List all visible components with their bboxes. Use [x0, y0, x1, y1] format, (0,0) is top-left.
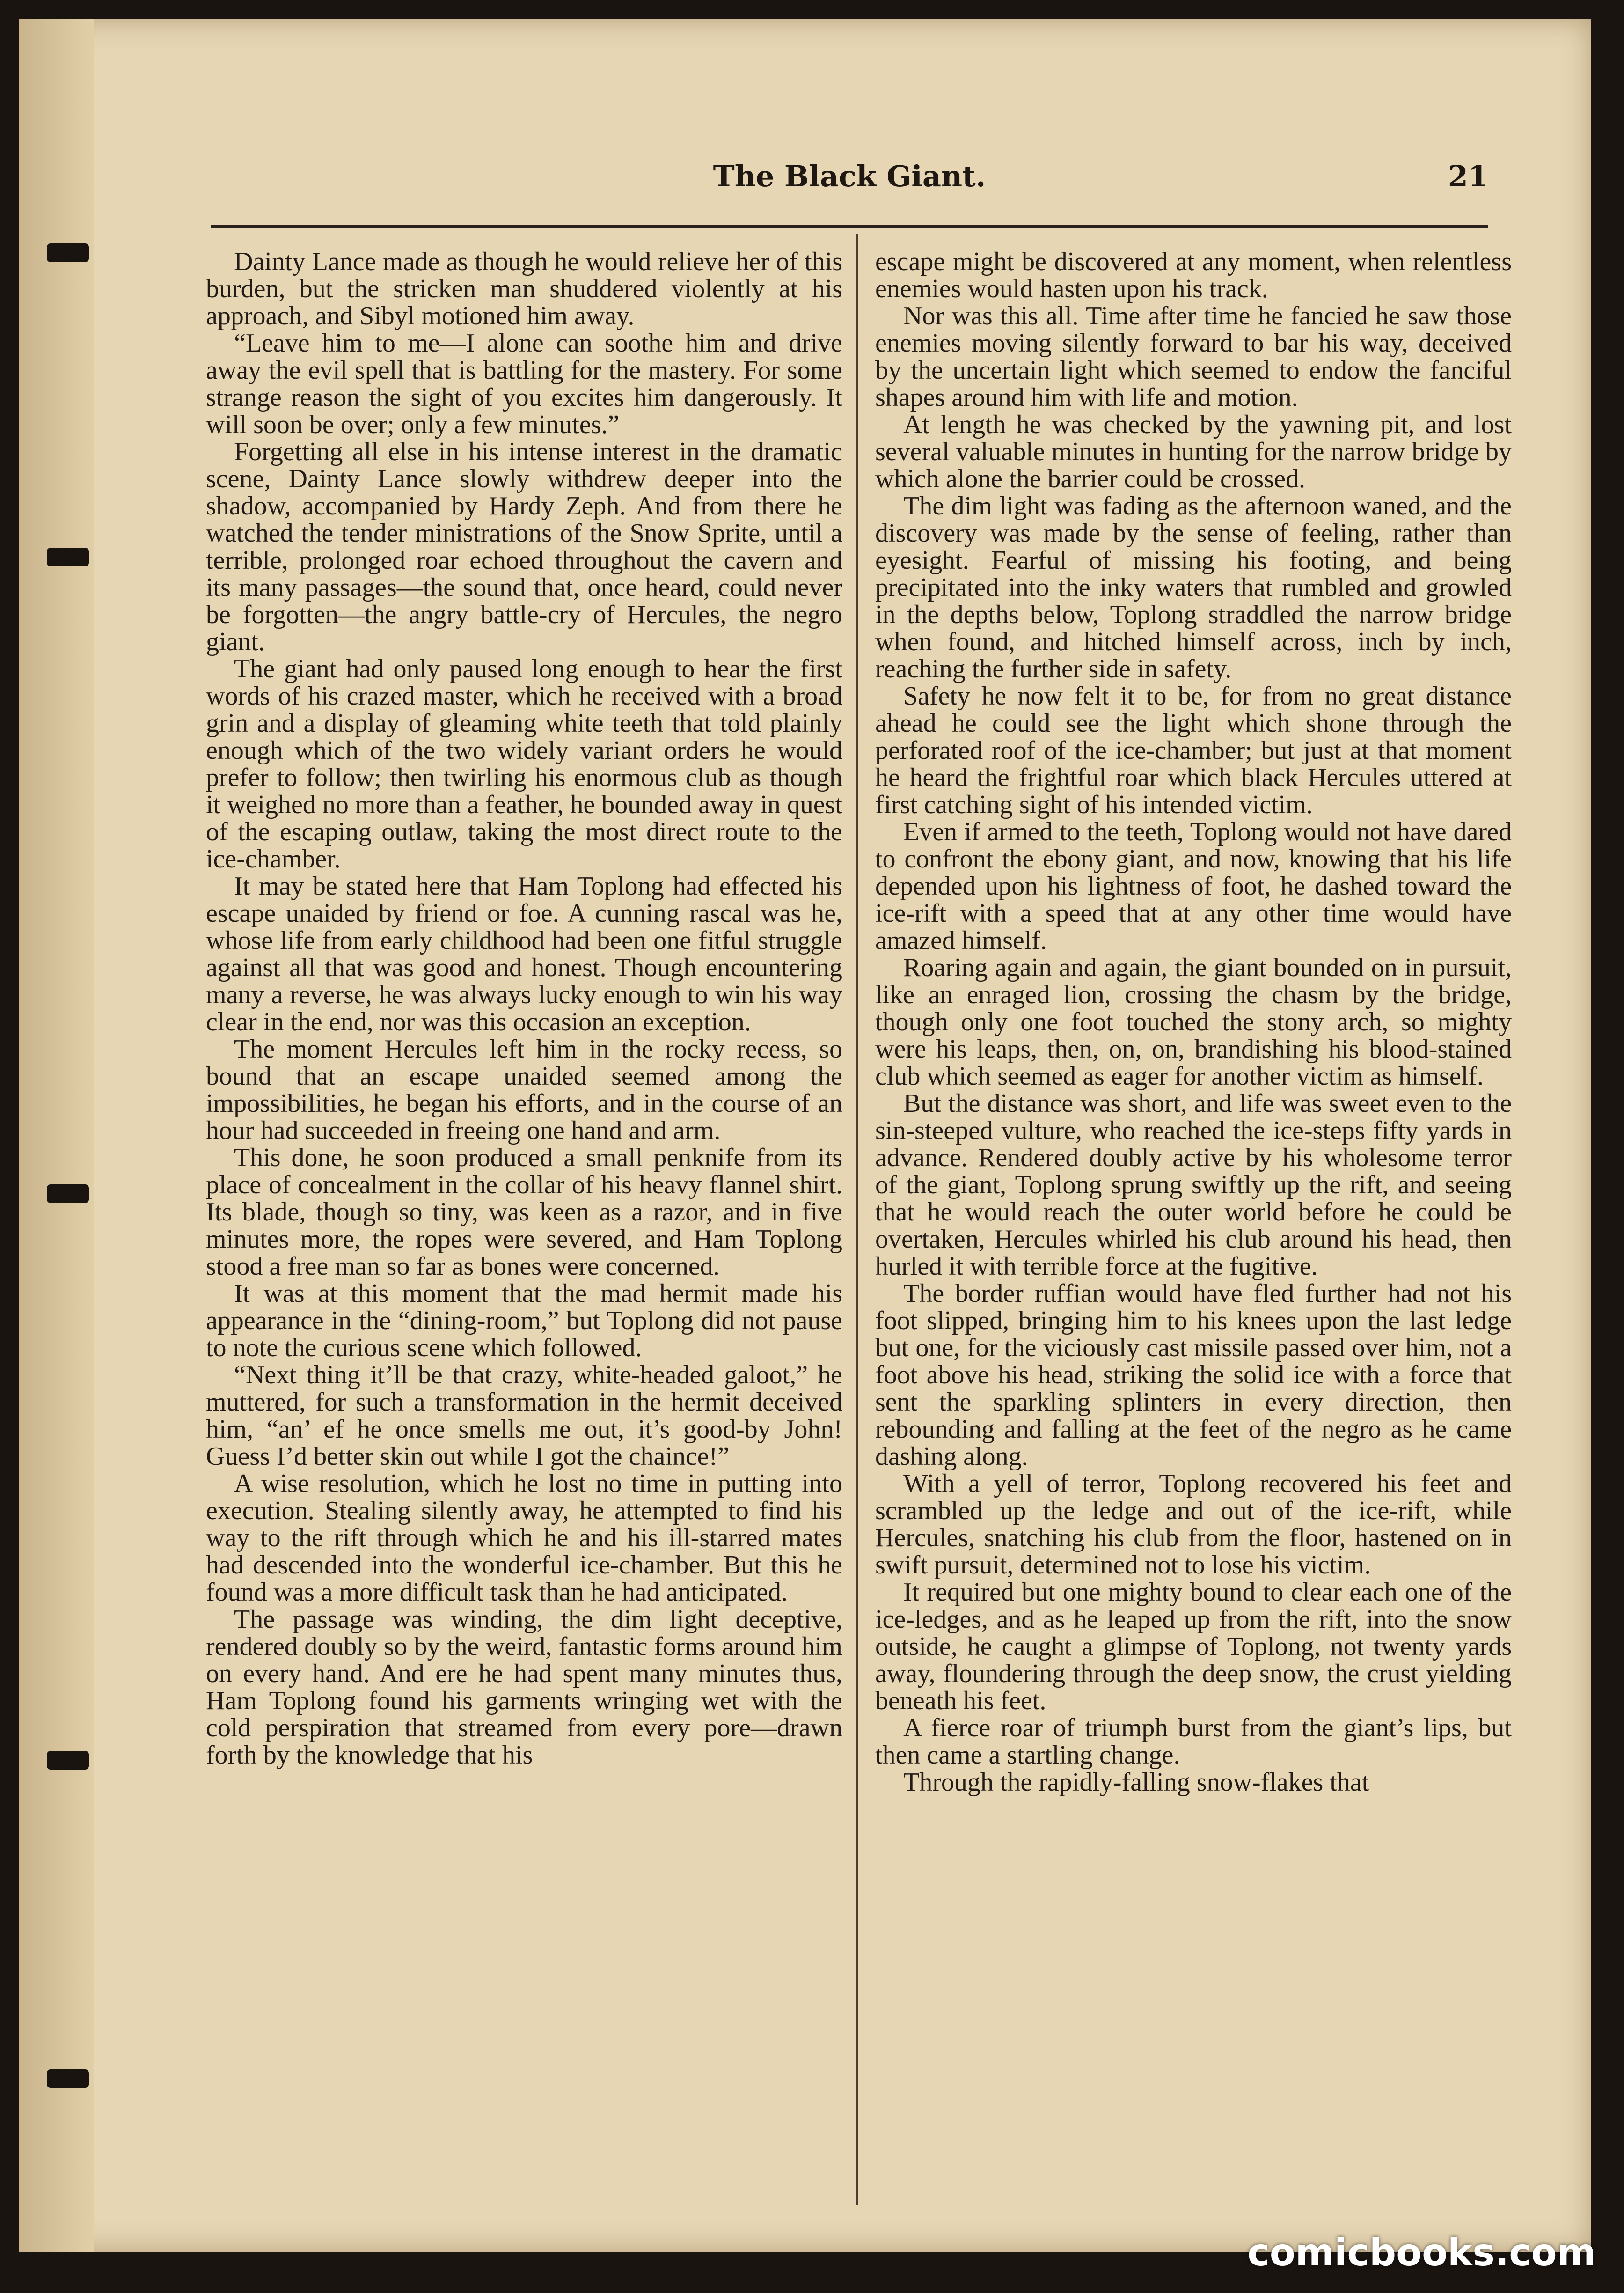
staple-hole [47, 243, 89, 262]
paragraph: Forgetting all else in his intense interest in the dramatic scene, Dainty Lance slowly withdrew deeper into the shadow, accompanied by Hardy Zeph. And from there he watched the tender ministrations of the Snow Sprite, until a terrible, prolonged roar echoed throughout the cavern and its many passages—the sound that, once heard, could never be forgotten—the angry battle-cry of Hercules, the negro giant. [206, 437, 842, 656]
staple-hole [47, 2069, 89, 2088]
staple-hole [47, 1184, 89, 1203]
paragraph: Safety he now felt it to be, for from no great distance ahead he could see the light which shone through the perforated roof of the ice-chamber; but just at that moment he heard the frightful roar which black Hercules uttered at first catching sight of his intended victim. [875, 682, 1512, 819]
paragraph: A fierce roar of triumph burst from the giant’s lips, but then came a startling change. [875, 1713, 1512, 1770]
paragraph: With a yell of terror, Toplong recovered his feet and scrambled up the ledge and out of the ice-rift, while Hercules, snatching his club from the floor, hastened on in swift pursuit, determined not to lose his victim. [875, 1469, 1512, 1580]
paragraph: This done, he soon produced a small penknife from its place of concealment in the collar of his heavy flannel shirt. Its blade, though so tiny, was keen as a razor, and in five minutes more, the ropes were severed, and Ham Toplong stood a free man so far as bones were concerned. [206, 1143, 842, 1281]
header-rule [211, 225, 1488, 228]
paragraph: Roaring again and again, the giant bounded on in pursuit, like an enraged lion, crossing the chasm by the bridge, though only one foot touched the stony arch, so mighty were his leaps, then, on, on, brandishing his blood-stained club which seemed as eager for another victim as himself. [875, 953, 1512, 1091]
paragraph: The giant had only paused long enough to hear the first words of his crazed master, which he received with a broad grin and a display of gleaming white teeth that told plainly enough which of the two widely variant orders he would prefer to follow; then twirling his enormous club as though it weighed no more than a feather, he bounded away in quest of the escaping outlaw, taking the most direct route to the ice-chamber. [206, 654, 842, 874]
binding-edge [19, 19, 94, 2252]
paragraph: It may be stated here that Ham Toplong had effected his escape unaided by friend or foe. A cunning rascal was he, whose life from early childhood had been one fitful struggle against all that was good and honest. Though encountering many a reverse, he was always lucky enough to win his way clear in the end, nor was this occasion an exception. [206, 872, 842, 1036]
paragraph: The dim light was fading as the afternoon waned, and the discovery was made by the sense of feeling, rather than eyesight. Fearful of missing his footing, and being precipitated into the inky waters that rumbled and growled in the depths below, Toplong straddled the narrow bridge when found, and hitched himself across, inch by inch, reaching the further side in safety. [875, 492, 1512, 683]
page-sheet [19, 19, 1591, 2252]
paragraph: The moment Hercules left him in the rocky recess, so bound that an escape unaided seemed among the impossibilities, he began his efforts, and in the course of an hour had succeeded in freeing one hand and arm. [206, 1035, 842, 1145]
column-divider [856, 234, 858, 2205]
page-header [211, 159, 1488, 215]
staple-hole [47, 1751, 89, 1770]
paragraph: A wise resolution, which he lost no time in putting into execution. Stealing silently away, he attempted to find his way to the rift through which he and his ill-starred mates had descended into the wonderful ice-chamber. But this he found was a more difficult task than he had anticipated. [206, 1469, 842, 1607]
watermark: comicbooks.com [1247, 2231, 1596, 2274]
paragraph: The passage was winding, the dim light deceptive, rendered doubly so by the weird, fantastic forms around him on every hand. And ere he had spent many minutes thus, Ham Toplong found his garments wringing wet with the cold perspiration that streamed from every pore—drawn forth by the knowledge that his [206, 1605, 842, 1770]
paragraph: The border ruffian would have fled further had not his foot slipped, bringing him to his knees upon the last ledge but one, for the viciously cast missile passed over him, not a foot above his head, striking the solid ice with a force that sent the sparkling splinters in every direction, then rebounding and falling at the feet of the negro as he came dashing along. [875, 1279, 1512, 1471]
paragraph: It required but one mighty bound to clear each one of the ice-ledges, and as he leaped up from the rift, into the snow outside, he caught a glimpse of Toplong, not twenty yards away, floundering through the deep snow, the crust yielding beneath his feet. [875, 1578, 1512, 1715]
running-title: The Black Giant. [713, 159, 986, 193]
page-number: 21 [1448, 159, 1488, 193]
paragraph: Even if armed to the teeth, Toplong would not have dared to confront the ebony giant, and now, knowing that his life depended upon his lightness of foot, he dashed toward the ice-rift with a speed that at any other time would have amazed himself. [875, 817, 1512, 955]
staple-hole [47, 548, 89, 566]
paragraph: “Leave him to me—I alone can soothe him and drive away the evil spell that is battling for the mastery. For some strange reason the sight of you excites him dangerously. It will soon be over; only a few minutes.” [206, 329, 842, 439]
paragraph: Dainty Lance made as though he would relieve her of this burden, but the stricken man shuddered violently at his approach, and Sibyl motioned him away. [206, 248, 842, 331]
right-column [875, 248, 1512, 2214]
paragraph: Nor was this all. Time after time he fancied he saw those enemies moving silently forward to bar his way, deceived by the uncertain light which seemed to endow the fanciful shapes around him with life and motion. [875, 301, 1512, 412]
paragraph: “Next thing it’ll be that crazy, white-headed galoot,” he muttered, for such a transformation in the hermit deceived him, “an’ ef he once smells me out, it’s good-by John! Guess I’d better skin out while I got the chaince!” [206, 1360, 842, 1471]
paragraph-continued: escape might be discovered at any moment, when relentless enemies would hasten upon his track. [875, 248, 1512, 303]
left-column [206, 248, 842, 2214]
paragraph: Through the rapidly-falling snow-flakes that [903, 1768, 1369, 1797]
paragraph: It was at this moment that the mad hermit made his appearance in the “dining-room,” but Toplong did not pause to note the curious scene which followed. [206, 1279, 842, 1362]
paragraph: But the distance was short, and life was sweet even to the sin-steeped vulture, who reached the ice-steps fifty yards in advance. Rendered doubly active by his wholesome terror of the giant, Toplong sprung swiftly up the rift, and seeing that he would reach the outer world before he could be overtaken, Hercules whirled his club around his head, then hurled it with terrible force at the fugitive. [875, 1089, 1512, 1281]
paragraph: At length he was checked by the yawning pit, and lost several valuable minutes in hunting for the narrow bridge by which alone the barrier could be crossed. [875, 410, 1512, 493]
